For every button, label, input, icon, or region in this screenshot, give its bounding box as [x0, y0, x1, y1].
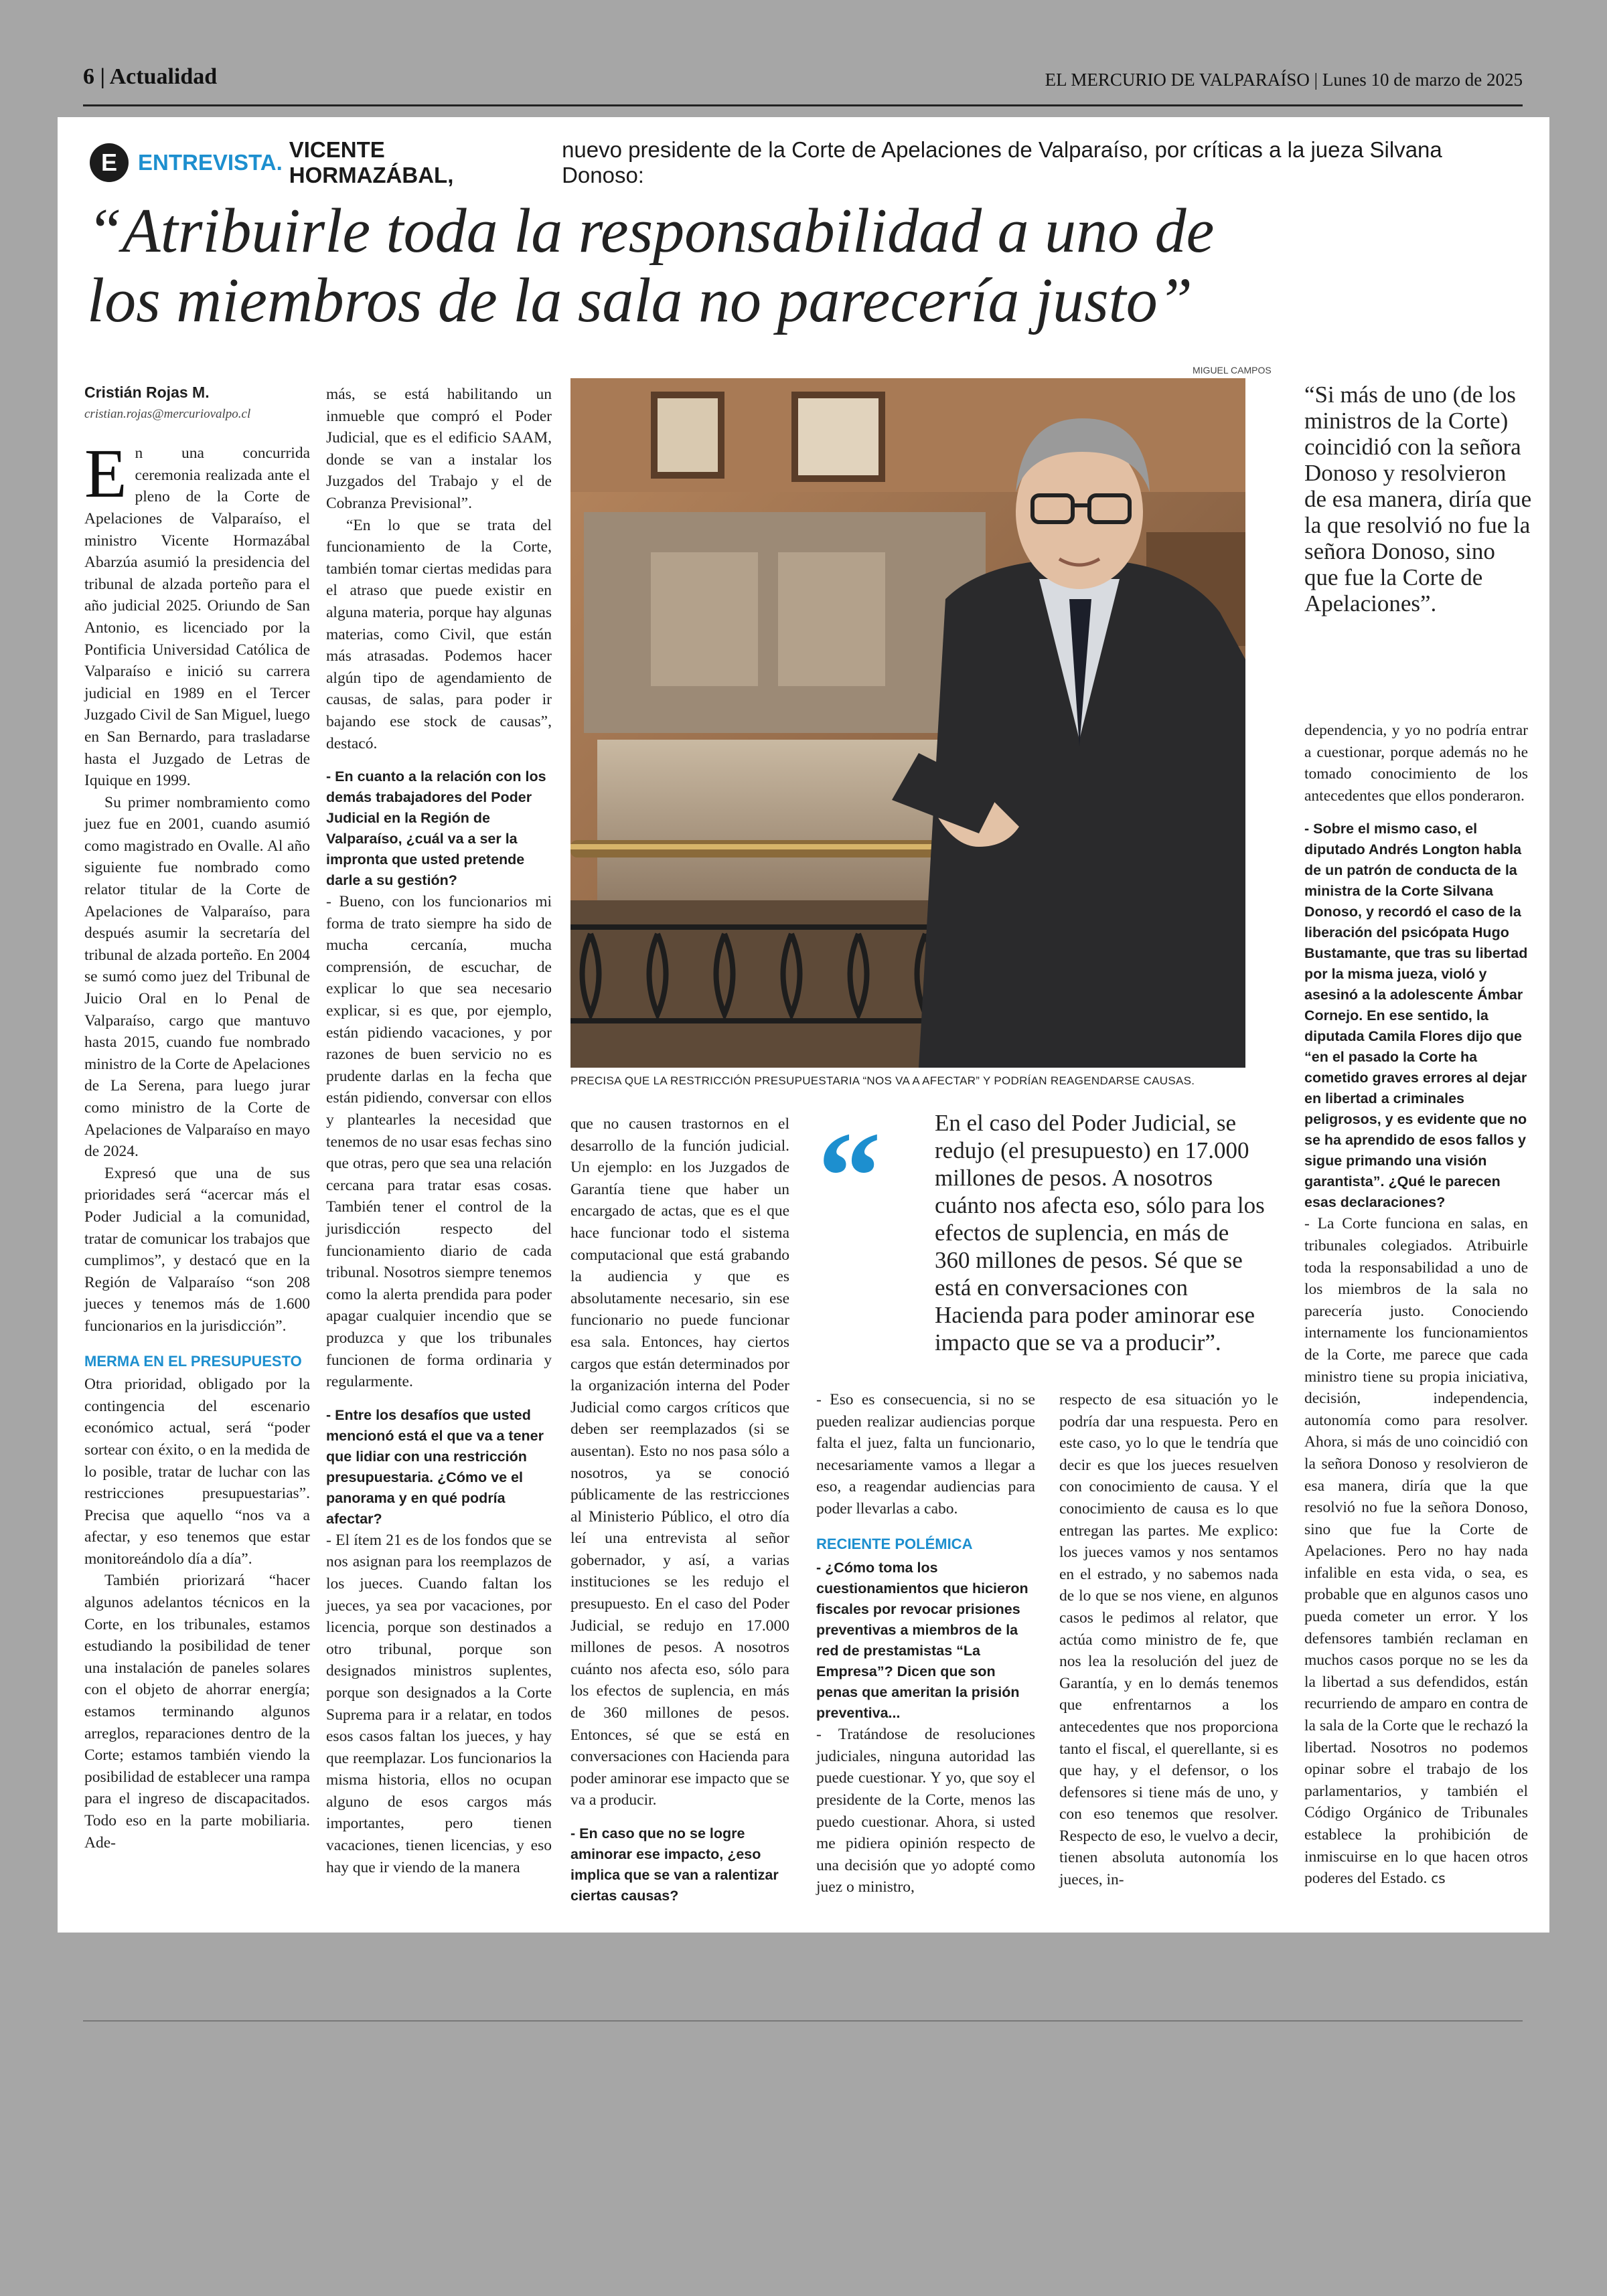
bottom-rule [83, 2020, 1523, 2022]
headline-line-1: “Atribuirle toda la responsabilidad a uno de [87, 196, 1215, 266]
kicker-text: nuevo presidente de la Corte de Apelaciones de Valparaíso, por críticas a la jueza Silvana Donoso: [562, 137, 1442, 187]
paragraph: más, se está habilitando un inmueble que compró el Poder Judicial, que es el edificio SAAM, donde se van a instalar los Juzgados del Trabajo y el de Cobranza Previsional”. [326, 386, 552, 512]
byline: Cristián Rojas M. [84, 384, 210, 401]
author-email: cristian.rojas@mercuriovalpo.cl [84, 406, 251, 421]
newspaper-date: EL MERCURIO DE VALPARAÍSO | Lunes 10 de marzo de 2025 [1045, 70, 1523, 90]
section-label: 6 | Actualidad [83, 64, 218, 89]
quote-mark-icon: “ [818, 1106, 881, 1247]
subhead-polemica: RECIENTE POLÉMICA [816, 1535, 973, 1552]
column-6 [1304, 720, 1528, 1890]
pullquote-mid: En el caso del Poder Judicial, se redujo (el presupuesto) en 17.000 millones de pesos. A nosotros cuánto nos afecta eso, sólo para los efectos de suplencia, en más de 360 millones de pesos. Sé que se está en conversaciones con Hacienda para poder aminorar ese impacto que se va a producir”. [935, 1110, 1265, 1356]
newspaper-page [58, 117, 1549, 1933]
question: - En cuanto a la relación con los demás trabajadores del Poder Judicial en la Región de Valparaíso, ¿cuál va a ser la impronta que usted pretende darle a su gestión? [326, 768, 546, 889]
kicker-name: VICENTE HORMAZÁBAL, [289, 137, 454, 187]
answer: - El ítem 21 es de los fondos que se nos asignan para los reemplazos de los jueces. Cuando faltan los jueces, ya sea por vacaciones, por licencia, porque son destinados a otro tribunal, porque son designados ministros suplentes, porque son designados a la Corte Suprema para ir a relatar, en todos esos casos faltan los jueces, y hay que reemplazar. Los funcionarios la misma historia, ellos no ocupan alguno de esos cargos más importantes, pero tienen vacaciones, tienen licencias, y eso hay que ir viendo de la manera [326, 1531, 552, 1876]
paragraph: Expresó que una de sus prioridades será “acercar más el Poder Judicial a la comunidad, tratar de comunicar los trabajos que cumplimos”, y destacó que en la Región de Valparaíso “son 208 jueces y tenemos más de 1.600 funcionarios en la jurisdicción”. [84, 1164, 310, 1335]
column-1 [84, 382, 310, 1854]
kicker-label: ENTREVISTA. [138, 150, 283, 175]
question: - ¿Cómo toma los cuestionamientos que hicieron fiscales por revocar prisiones preventivas a miembros de la red de prestamistas “La Empresa”? Dicen que son penas que ameritan la prisión preventiva... [816, 1560, 1028, 1722]
kicker [90, 136, 1529, 189]
question: - Sobre el mismo caso, el diputado Andrés Longton habla de un patrón de conducta de la ministra de la Corte Silvana Donoso, y recordó el caso de la liberación del psicópata Hugo Bustamante, que tras su libertad por la misma jueza, violó y asesinó a la adolescente Ámbar Cornejo. En ese sentido, la diputada Camila Flores dijo que “en el pasado la Corte ha cometido graves errores al dejar en libertad a criminales peligrosos, y es evidente que no se ha aprendido de esos fallos y sigue primando una visión garantista”. ¿Qué le parecen esas declaraciones? [1304, 821, 1528, 1211]
header-rule [83, 104, 1523, 106]
paragraph: que no causen trastornos en el desarrollo de la función judicial. Un ejemplo: en los Juzgados de Garantía tiene que haber un encargado de actas, que es el que hace funcionar todo el sistema computacional que está grabando la audiencia y que es absolutamente necesario, sin ese funcionario no puede funcionar esa sala. Entonces, hay ciertos cargos que están determinados por la organización interna del Poder Judicial como cargos críticos que deben ser reemplazados (si se ausentan). Esto no nos pasa sólo a nosotros, ya se conoció públicamente de las restricciones al Ministerio Público, el otro día leí una entrevista al señor gobernador, y así, a varias instituciones se les redujo el presupuesto. En el caso del Poder Judicial, se redujo en 17.000 millones de pesos. A nosotros cuánto nos afecta eso, sólo para los efectos de suplencia, en más de 360 millones de pesos. Entonces, sé que se está en conversaciones con Hacienda para poder aminorar ese impacto que se va a producir. [570, 1115, 789, 1809]
headline [87, 196, 1533, 335]
answer: - Bueno, con los funcionarios mi forma de trato siempre ha sido de mucha cercanía, mucha comprensión, de escuchar, de explicar lo que sea necesario explicar, si es que, por ejemplo, están pidiendo vacaciones, y por razones de buen servicio no es prudente darlas en la fecha que están pidiendo, conversar con ellos y plantearles la necesidad que tenemos de no usar esas fechas sino que otras, pero que sea una relación cercana para tratar esas cosas. También tener el control de la jurisdicción respecto del funcionamiento diario de cada tribunal. Nosotros siempre tenemos como la alerta prendida para poder apagar cualquier incendio que se produzca y que los tribunales funcionen de forma ordinaria y regularmente. [326, 893, 552, 1391]
paragraph: Otra prioridad, obligado por la contingencia del escenario económico actual, será “poder sortear con éxito, o en la medida de lo posible, tratar de luchar con las restricciones presupuestarias”. Precisa que aquello “nos va a afectar, y eso tenemos que estar monitoreándolo día a día”. [84, 1376, 310, 1568]
photo-credit: MIGUEL CAMPOS [1193, 365, 1272, 376]
subhead-presupuesto: MERMA EN EL PRESUPUESTO [84, 1352, 302, 1370]
column-2 [326, 384, 552, 1878]
question: - En caso que no se logre aminorar ese impacto, ¿eso implica que se van a ralentizar ciertas causas? [570, 1825, 779, 1904]
paragraph: Su primer nombramiento como juez fue en 2001, cuando asumió como magistrado en Ovalle. Al año siguiente fue nombrado como relator titular de la Corte de Apelaciones de Valparaíso, para después asumir la secretaría del tribunal de alzada porteño. En 2004 se sumó como juez del Tribunal de Juicio Oral en lo Penal de Valparaíso, cargo que mantuvo hasta 2015, cuando fue nombrado ministro de la Corte de Apelaciones de La Serena, para luego jurar como ministro de la Corte de Apelaciones de Valparaíso en mayo de 2024. [84, 793, 310, 1161]
entrevista-badge: E [90, 143, 129, 182]
page-header [83, 64, 1523, 102]
portrait-illustration [570, 378, 1245, 1068]
photo-caption: PRECISA QUE LA RESTRICCIÓN PRESUPUESTARIA “NOS VA A AFECTAR” Y PODRÍAN REAGENDARSE CAUSAS. [570, 1074, 1195, 1087]
headline-line-2: los miembros de la sala no parecería justo” [87, 266, 1193, 335]
paragraph: En una concurrida ceremonia realizada ante el pleno de la Corte de Apelaciones de Valparaíso, el ministro Vicente Hormazábal Abarzúa asumió la presidencia del tribunal de alzada porteño para el año judicial 2025. Oriundo de San Antonio, es licenciado por la Pontificia Universidad Católica de Valparaíso e inició su carrera judicial en 1989 en el Tercer Juzgado Civil de San Miguel, luego en San Bernardo, para trasladarse hasta el Juzgado de Letras de Iquique en 1999. [84, 435, 310, 790]
drop-cap: E [84, 435, 127, 513]
question: - Entre los desafíos que usted mencionó está el que va a tener que lidiar con una restricción presupuestaria. ¿Cómo ve el panorama y en qué podría afectar? [326, 1406, 544, 1527]
pullquote-right: “Si más de uno (de los ministros de la Corte) coincidió con la señora Donoso y resolvieron de esa manera, diría que la que resolvió no fue la señora Donoso, sino que fue la Corte de Apelaciones”. [1304, 382, 1532, 617]
paragraph: También priorizará “hacer algunos adelantos técnicos en la Corte, en los tribunales, estamos estudiando la posibilidad de tener una instalación de paneles solares con el objeto de ahorrar energía; estamos terminando algunos arreglos, reparaciones dentro de la Corte; estamos también viendo la posibilidad de establecer una rampa para el ingreso de discapacitados. Todo eso en la parte mobiliaria. Ade- [84, 1572, 310, 1852]
column-4 [816, 1389, 1035, 1898]
column-3 [570, 1113, 789, 1906]
paragraph: respecto de esa situación yo le podría dar una respuesta. Pero en este caso, yo lo que le tendría que decir es que los jueces resuelven con conocimiento de causa. Y el conocimiento de causa es lo que entregan las partes. Me explico: los jueces vamos y nos sentamos en el estrado, y no sabemos nada de lo que se nos viene, en algunos casos le pedimos al relator, que actúa como ministro de fe, que nos lea la resolución del juez de Garantía, y en lo demás tenemos que enfrentarnos a los antecedentes que nos proporciona tanto el fiscal, el querellante, si es que hay, y el defensor, o los defensores si tiene más de uno, y con eso tenemos que resolver. Respecto de eso, le vuelvo a decir, tienen absoluta autonomía los jueces, in- [1059, 1391, 1278, 1889]
answer: - Eso es consecuencia, si no se pueden realizar audiencias porque falta el juez, falta un funcionario, necesariamente vamos a llegar a eso, a reagendar audiencias para poder llevarlas a cabo. [816, 1391, 1035, 1518]
column-5 [1059, 1389, 1278, 1891]
paragraph: dependencia, y yo no podría entrar a cuestionar, porque además no he tomado conocimiento de los antecedentes que ellos ponderaron. [1304, 722, 1528, 805]
answer: - La Corte funciona en salas, en tribunales colegiados. Atribuirle toda la responsabilidad a uno de los miembros de la sala no parecería justo. Conociendo internamente los funcionamientos de la Corte, me parece que cada ministro tiene su propia iniciativa, decisión, independencia, autonomía como para resolver. Ahora, si más de uno coincidió con la señora Donoso y resolvieron de esa manera, diría que la que resolvió no fue la señora Donoso, sino que fue la Corte de Apelaciones. Pero no hay nada infalible en esta vida, o sea, es probable que en algunos casos uno pueda cometer un error. Y los defensores también reclaman en muchos casos porque no se les da la libertad a sus defendidos, están recurriendo de amparo en contra de la sala de la Corte que le rechazó la libertad. Nosotros no podemos opinar sobre el trabajo de los parlamentarios, y también el Código Orgánico de Tribunales establece la prohibición de inmiscuirse en lo que hacen otros poderes del Estado. cs [1304, 1215, 1528, 1888]
paragraph: “En lo que se trata del funcionamiento de la Corte, también tomar ciertas medidas para el atraso que puede existir en alguna materia, porque hay algunas materias, como Civil, que están más atrasadas. Podemos hacer algún tipo de agendamiento de causas, de salas, para poder ir bajando ese stock de causas”, destacó. [326, 516, 552, 752]
answer: - Tratándose de resoluciones judiciales, ninguna autoridad las puede cuestionar. Y yo, que soy el presidente de la Corte, menos las puedo cuestionar. Ahora, si usted me pidiera opinión respecto de una decisión que yo adopté como juez o ministro, [816, 1726, 1035, 1896]
end-mark: cs [1431, 1870, 1446, 1887]
portrait-photo [570, 378, 1245, 1068]
